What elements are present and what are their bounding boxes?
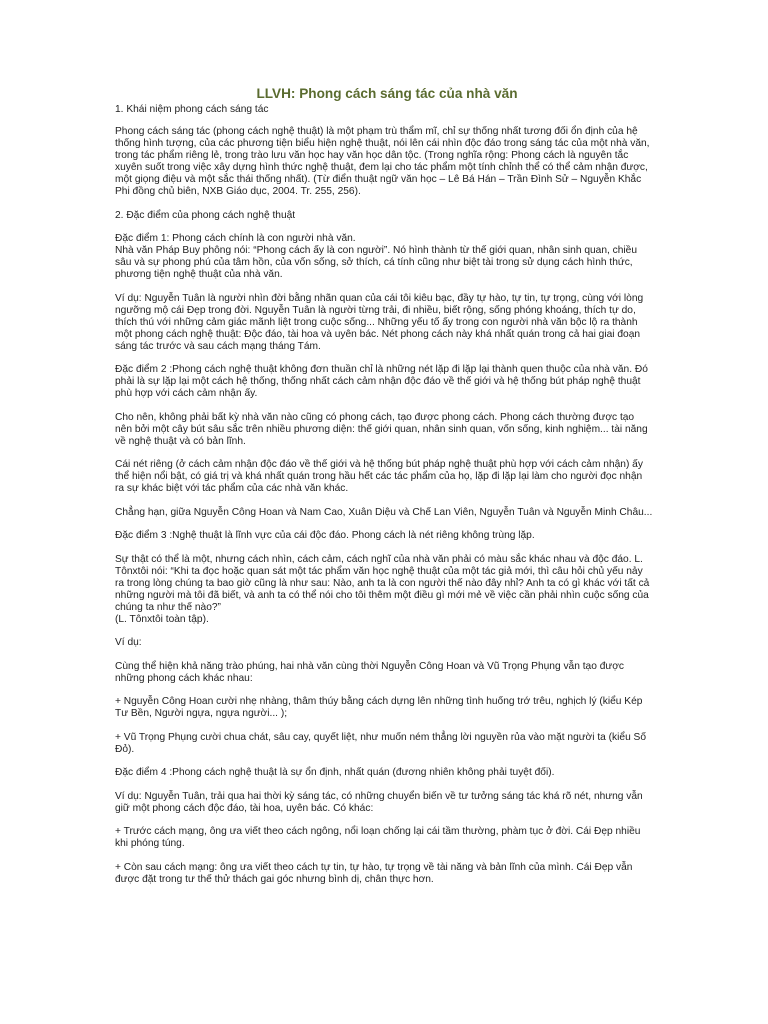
paragraph-author-pairs: Chẳng hạn, giữa Nguyễn Công Hoan và Nam Cao, Xuân Diệu và Chế Lan Viên, Nguyễn Tuân và Nguyễn Minh Châu... — [115, 506, 653, 518]
paragraph-distinct-trait: Cái nét riêng (ở cách cảm nhận độc đáo về thế giới và hệ thống bút pháp nghệ thuật phù hợp với cách cảm nhận) ấy thể hiện nổi bật, có giá trị và khá nhất quán trong hầu hết các tác phẩm của họ, lặp đi lặp lại làm cho người đọc nhận ra sự khác biệt với tác phẩm của các nhà văn khác. — [115, 459, 643, 494]
document-title: LLVH: Phong cách sáng tác của nhà văn — [256, 86, 518, 101]
paragraph-satire-intro: Cùng thể hiện khả năng trào phúng, hai nhà văn cùng thời Nguyễn Công Hoan và Vũ Trọng Phụng vẫn tạo được những phong cách khác nhau: — [115, 660, 624, 684]
paragraph-tolstoy-quote: Sự thật có thể là một, nhưng cách nhìn, cách cảm, cách nghĩ của nhà văn phải có màu sắc khác nhau và độc đáo. L. Tônxtôi nói: “Khi ta đọc hoặc quan sát một tác phẩm văn học nghệ thuật của một tác giả mới, thì câu hỏi chủ yếu nảy ra trong lòng chúng ta bao giờ cũng là như sau: Nào, anh ta là con người thế nào đây nhỉ? Anh ta có gì khác với tất cả những người mà tôi đã biết, và anh ta có thể nói cho tôi thêm một điều gì mới mẻ về việc cần phải nhìn cuộc sống của chúng ta như thế nào?” (L. Tônxtôi toàn tập). — [115, 553, 650, 625]
paragraph-feature-1: Đặc điểm 1: Phong cách chính là con người nhà văn. Nhà văn Pháp Buy phông nói: “Phong cách ấy là con người”. Nó hình thành từ thế giới quan, nhân sinh quan, chiều sâu và sự phong phú của tâm hồn, của vốn sống, sở thích, cá tính cũng như biệt tài trong sử dụng cách hình thức, phương tiện nghệ thuật của nhà văn. — [115, 233, 638, 280]
list-item-before-revolution: + Trước cách mạng, ông ưa viết theo cách ngông, nổi loạn chống lại cái tầm thường, phàm tục ở đời. Cái Đẹp nhiều khi phóng túng. — [115, 826, 641, 849]
section-heading-2: 2. Đặc điểm của phong cách nghệ thuật — [115, 209, 296, 221]
document-body — [115, 86, 653, 897]
paragraph-example-nguyen-tuan: Ví dụ: Nguyễn Tuân là người nhìn đời bằng nhãn quan của cái tôi kiêu bạc, đầy tự hào, tự tin, tự trọng, cùng với lòng ngưỡng mộ cái Đẹp trong đời. Nguyễn Tuân là người từng trải, đi nhiều, biết rộng, sống phóng khoáng, thích tự do, thích thú với những cảm giác mãnh liệt trong cuộc sống... Những yếu tố ấy trong con người nhà văn bộc lộ ra thành một phong cách nghệ thuật: Độc đáo, tài hoa và uyên bác. Nét phong cách này khá nhất quán trong cả hai giai đoạn sáng tác trước và sau cách mạng tháng Tám. — [115, 292, 644, 352]
paragraph-feature-4: Đặc điểm 4 :Phong cách nghệ thuật là sự ổn định, nhất quán (đương nhiên không phải tuyệt đối). — [115, 767, 555, 778]
paragraph-feature-3: Đặc điểm 3 :Nghệ thuật là lĩnh vực của cái độc đáo. Phong cách là nét riêng không trùng lặp. — [115, 530, 535, 541]
paragraph-style-creation: Cho nên, không phải bất kỳ nhà văn nào cũng có phong cách, tạo được phong cách. Phong cách thường được tạo nên bởi một cây bút sâu sắc trên nhiều phương diện: thế giới quan, nhân sinh quan, vốn sống, kinh nghiệm... tài năng về nghệ thuật và có bản lĩnh. — [115, 411, 648, 447]
list-item-nguyen-cong-hoan: + Nguyễn Công Hoan cười nhẹ nhàng, thâm thúy bằng cách dựng lên những tình huống trớ trêu, nghịch lý (kiểu Kép Tư Bền, Người ngựa, ngựa người... ); — [115, 696, 643, 719]
section-heading-1: 1. Khái niệm phong cách sáng tác — [115, 104, 269, 115]
paragraph-definition: Phong cách sáng tác (phong cách nghệ thuật) là một phạm trù thẩm mĩ, chỉ sự thống nhất tương đối ổn định của hệ thống hình tượng, của các phương tiện biểu hiện nghệ thuật, nói lên cái nhìn độc đáo trong sáng tác của một nhà văn, trong tác phẩm riêng lẻ, trong trào lưu văn học hay văn học dân tộc. (Trong nghĩa rộng: Phong cách là nguyên tắc xuyên suốt trong việc xây dựng hình thức nghệ thuật, đem lại cho tác phẩm một tính chỉnh thể có thể cảm nhận được, một giọng điệu và một sắc thái thống nhất). (Từ điển thuật ngữ văn học – Lê Bá Hán – Trần Đình Sử – Nguyễn Khắc Phi đồng chủ biên, NXB Giáo dục, 2004. Tr. 255, 256). — [115, 126, 650, 197]
list-item-vu-trong-phung: + Vũ Trọng Phụng cười chua chát, sâu cay, quyết liệt, như muốn ném thẳng lời nguyền rủa vào mặt người ta (kiểu Số Đỏ). — [115, 731, 647, 755]
paragraph-example-two-periods: Ví dụ: Nguyễn Tuân, trải qua hai thời kỳ sáng tác, có những chuyển biến về tư tưởng sáng tác khá rõ nét, nhưng vẫn giữ một phong cách độc đáo, tài hoa, uyên bác. Có khác: — [115, 790, 643, 814]
paragraph-feature-2: Đặc điểm 2 :Phong cách nghệ thuật không đơn thuần chỉ là những nét lặp đi lặp lại thành quen thuộc của nhà văn. Đó phải là sự lặp lại một cách hệ thống, thống nhất cách cảm nhận độc đáo về thế giới và hệ thống bút pháp nghệ thuật phù hợp với cách cảm nhận ấy. — [115, 364, 648, 399]
list-item-after-revolution: + Còn sau cách mạng: ông ưa viết theo cách tự tin, tự hào, tự trọng về tài năng và bản lĩnh của mình. Cái Đẹp vẫn được đặt trong tư thế thử thách gai góc nhưng bình dị, chân thực hơn. — [115, 861, 633, 885]
paragraph-example-label: Ví dụ: — [115, 637, 142, 648]
